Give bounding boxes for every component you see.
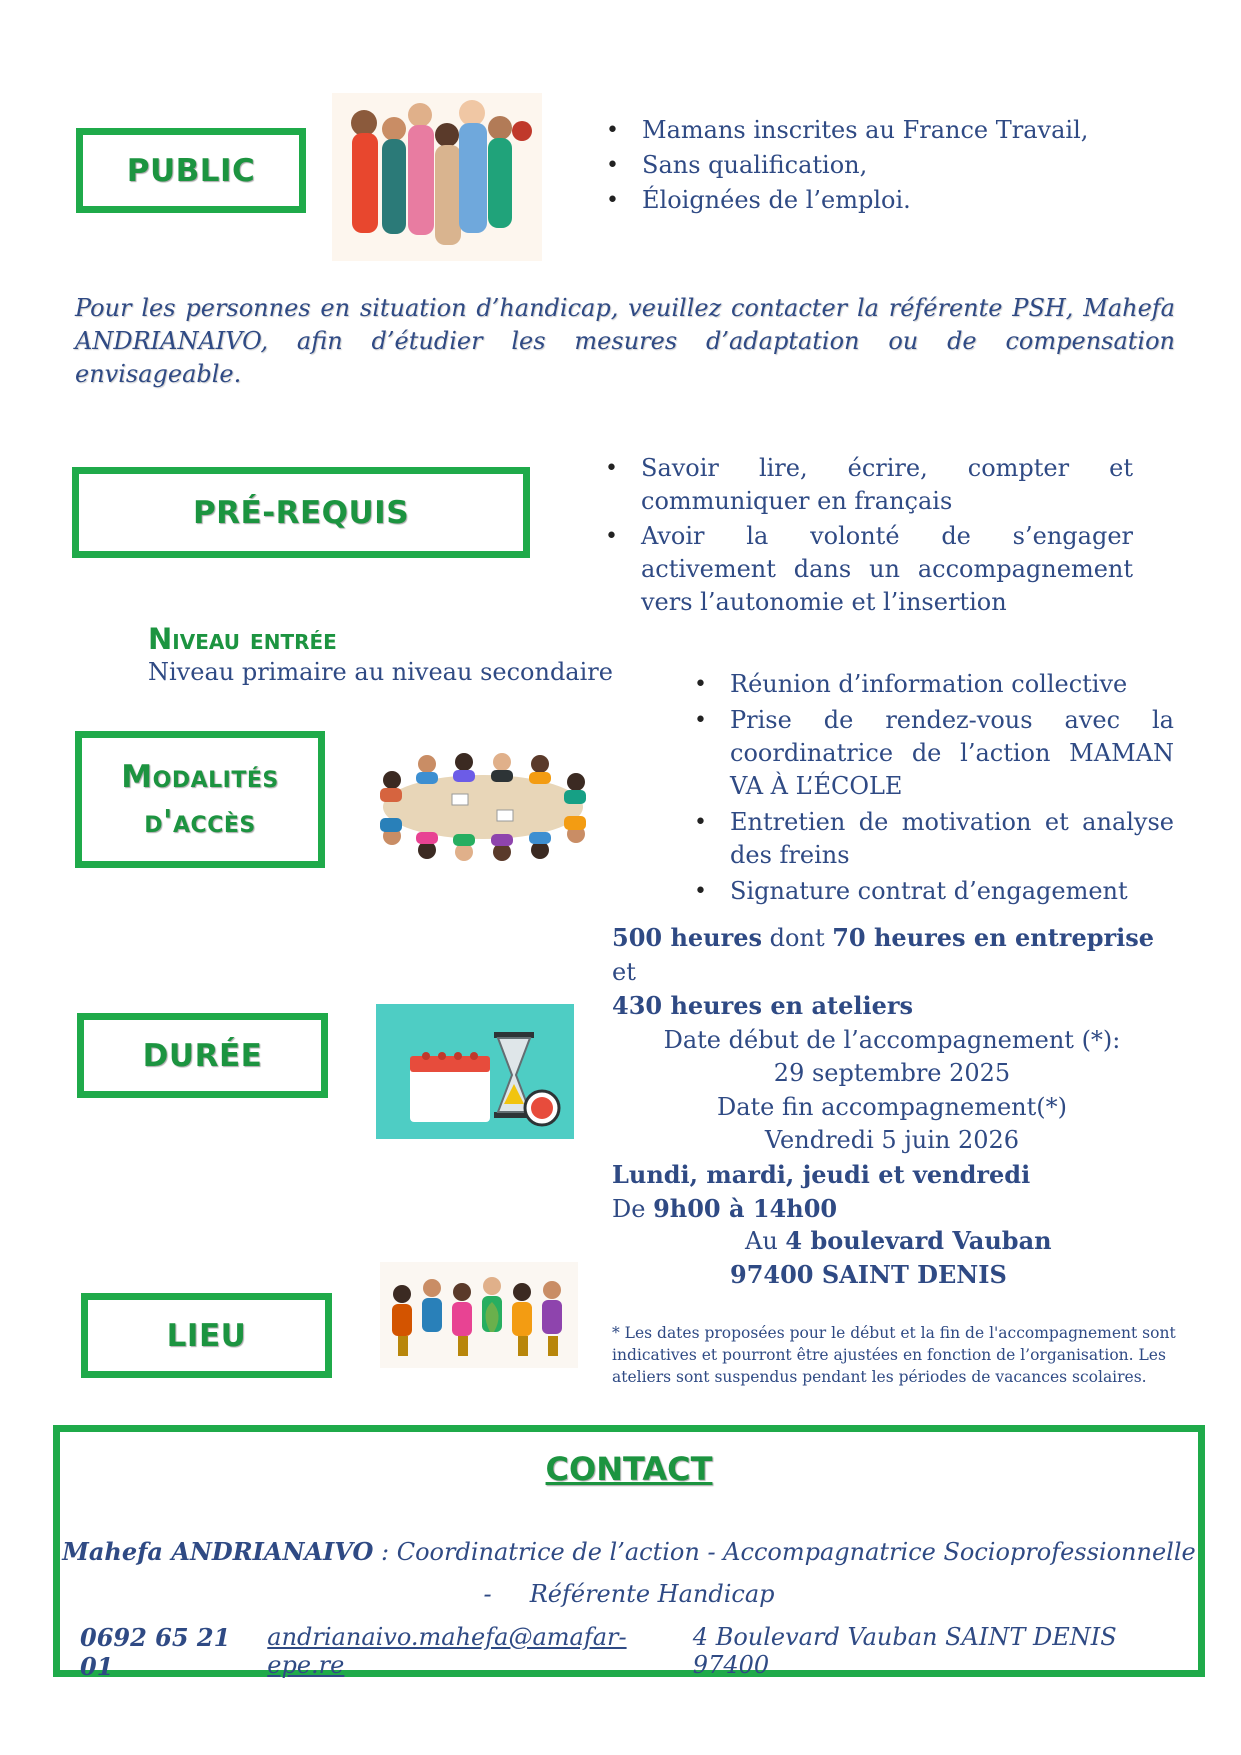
list-item: • Réunion d’information collective (692, 668, 1174, 701)
days-of-week: Lundi, mardi, jeudi et vendredi (612, 1159, 1031, 1189)
lieu-heading-box (81, 1293, 332, 1378)
list-item: • Signature contrat d’engagement (692, 875, 1174, 908)
calendar-hourglass-illustration (376, 1004, 574, 1139)
lieu-city: 97400 SAINT DENIS (730, 1260, 1007, 1289)
contact-address: 4 Boulevard Vauban SAINT DENIS 97400 (692, 1623, 1117, 1679)
niveau-text: Niveau primaire au niveau secondaire (148, 658, 613, 686)
niveau-heading: Niveau entrée (148, 622, 337, 656)
contact-details (80, 1623, 1188, 1681)
women-group-illustration (332, 93, 542, 261)
woman-figure (351, 110, 378, 233)
duree-hours-workshops: 430 heures en ateliers (612, 991, 914, 1020)
contact-phone[interactable]: 0692 65 21 01 (80, 1623, 231, 1681)
modalites-heading-line2: d'accès (144, 803, 256, 840)
start-date-label: Date début de l’accompagnement (*): (663, 1025, 1121, 1054)
list-item: • Prise de rendez-vous avec la coordinatrice de l’action MAMAN VA À L’ÉCOLE (692, 704, 1174, 803)
public-heading-box (76, 128, 306, 213)
modalites-heading-box (75, 731, 325, 868)
list-item: • Mamans inscrites au France Travail, (604, 113, 1204, 148)
public-list (604, 113, 1204, 218)
time-range: 9h00 à 14h00 (653, 1194, 838, 1223)
end-date: Vendredi 5 juin 2026 (764, 1126, 1020, 1154)
contact-role: : Coordinatrice de l’action - Accompagnatrice Socioprofessionnelle (373, 1538, 1196, 1566)
contact-name: Mahefa ANDRIANAIVO (62, 1537, 374, 1566)
contact-heading: CONTACT (545, 1450, 713, 1488)
modalites-heading-line1: Modalités (121, 758, 279, 795)
psh-note: Pour les personnes en situation d’handicap, veuillez contacter la référente PSH, Mahefa ANDRIANAIVO, afin d’étudier les mesures d’adaptation ou de compensation envisageable. (75, 294, 1175, 388)
public-heading: PUBLIC (126, 152, 256, 189)
duree-hours-company: 70 heures en entreprise (832, 923, 1155, 952)
duree-heading-box (77, 1013, 328, 1098)
list-item: • Éloignées de l’emploi. (604, 183, 1204, 218)
list-item: • Avoir la volonté de s’engager activement dans un accompagnement vers l’autonomie et l’insertion (603, 520, 1133, 619)
contact-role2: - Référente Handicap (483, 1580, 775, 1608)
start-date: 29 septembre 2025 (773, 1059, 1011, 1087)
woman-figure (459, 100, 487, 233)
group-meeting-illustration (380, 1262, 578, 1368)
contact-person (60, 1537, 1198, 1566)
woman-figure (435, 123, 461, 245)
clock-24h-icon (525, 1091, 559, 1125)
lieu-address: Au 4 boulevard Vauban 97400 SAINT DENIS (700, 1224, 1120, 1291)
lieu-street: 4 boulevard Vauban (785, 1226, 1052, 1255)
end-date-label: Date fin accompagnement(*) (716, 1092, 1067, 1121)
prerequis-heading: PRÉ-REQUIS (192, 494, 410, 531)
duree-heading: DURÉE (142, 1037, 263, 1074)
contact-email-link[interactable]: andrianaivo.mahefa@amafar-epe.re (267, 1623, 627, 1679)
duree-hours-total: 500 heures (612, 923, 763, 952)
list-item: • Savoir lire, écrire, compter et communiquer en français (603, 452, 1133, 518)
lieu-heading: LIEU (166, 1317, 247, 1354)
calendar-icon (410, 1052, 490, 1122)
prerequis-list (603, 452, 1133, 619)
list-item: • Sans qualification, (604, 148, 1204, 183)
contact-box (53, 1425, 1205, 1681)
woman-figure (382, 117, 406, 234)
list-item: • Entretien de motivation et analyse des freins (692, 806, 1174, 872)
woman-figure (488, 116, 512, 228)
duree-details: 500 heures dont 70 heures en entreprise et 430 heures en ateliers Date début de l’accompagnement (*): 29 septembre 2025 Date fin accompagnement(*) Vendredi 5 juin 2026 Lundi, mardi, jeudi et vendredi De 9h00 à 14h00 (612, 921, 1172, 1227)
modalites-list (692, 668, 1174, 908)
footnote: * Les dates proposées pour le début et la fin de l'accompagnement sont indicatives et pourront être ajustées en fonction de l’organisation. Les ateliers sont suspendus pendant les périodes de vacances scolaires. (612, 1324, 1176, 1386)
prerequis-heading-box (72, 467, 530, 558)
meeting-table-illustration (372, 752, 594, 862)
